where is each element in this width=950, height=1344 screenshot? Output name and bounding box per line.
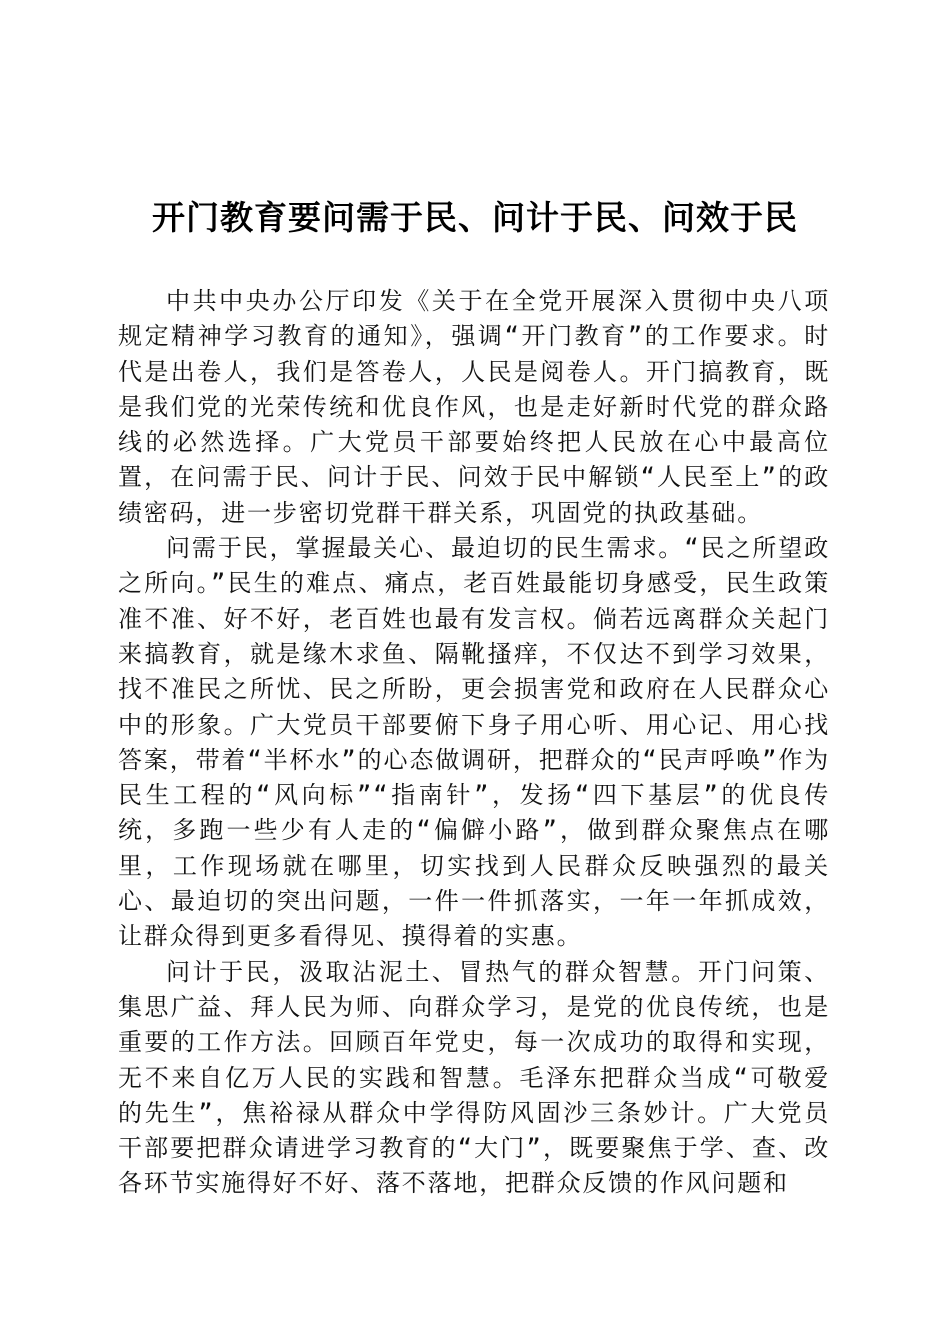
paragraph-ask-advice: 问计于民，汲取沾泥土、冒热气的群众智慧。开门问策、集思广益、拜人民为师、向群众学习，是党的优良传统，也是重要的工作方法。回顾百年党史，每一次成功的取得和实现，无不来自亿万人民的实践和智慧。毛泽东把群众当成“可敬爱的先生”，焦裕禄从群众中学得防风固沙三条妙计。广大党员干部要把群众请进学习教育的“大门”，既要聚焦于学、查、改各环节实施得好不好、落不落地，把群众反馈的作风问题和 xyxy=(118,957,831,1198)
paragraph-intro: 中共中央办公厅印发《关于在全党开展深入贯彻中央八项规定精神学习教育的通知》，强调“开门教育”的工作要求。时代是出卷人，我们是答卷人，人民是阅卷人。开门搞教育，既是我们党的光荣传统和优良作风，也是走好新时代党的群众路线的必然选择。广大党员干部要始终把人民放在心中最高位置，在问需于民、问计于民、问效于民中解锁“人民至上”的政绩密码，进一步密切党群干群关系，巩固党的执政基础。 xyxy=(118,287,830,527)
document-body xyxy=(118,284,830,1202)
paragraph-ask-needs: 问需于民，掌握最关心、最迫切的民生需求。“民之所望政之所向。”民生的难点、痛点，老百姓最能切身感受，民生政策准不准、好不好，老百姓也最有发言权。倘若远离群众关起门来搞教育，就是缘木求鱼、隔靴搔痒，不仅达不到学习效果，找不准民之所忧、民之所盼，更会损害党和政府在人民群众心中的形象。广大党员干部要俯下身子用心听、用心记、用心找答案，带着“半杯水”的心态做调研，把群众的“民声呼唤”作为民生工程的“风向标”“指南针”，发扬“四下基层”的优良传统，多跑一些少有人走的“偏僻小路”，做到群众聚焦点在哪里，工作现场就在哪里，切实找到人民群众反映强烈的最关心、最迫切的突出问题，一件一件抓落实，一年一年抓成效，让群众得到更多看得见、摸得着的实惠。 xyxy=(118,534,830,951)
document-title: 开门教育要问需于民、问计于民、问效于民 xyxy=(152,198,798,237)
